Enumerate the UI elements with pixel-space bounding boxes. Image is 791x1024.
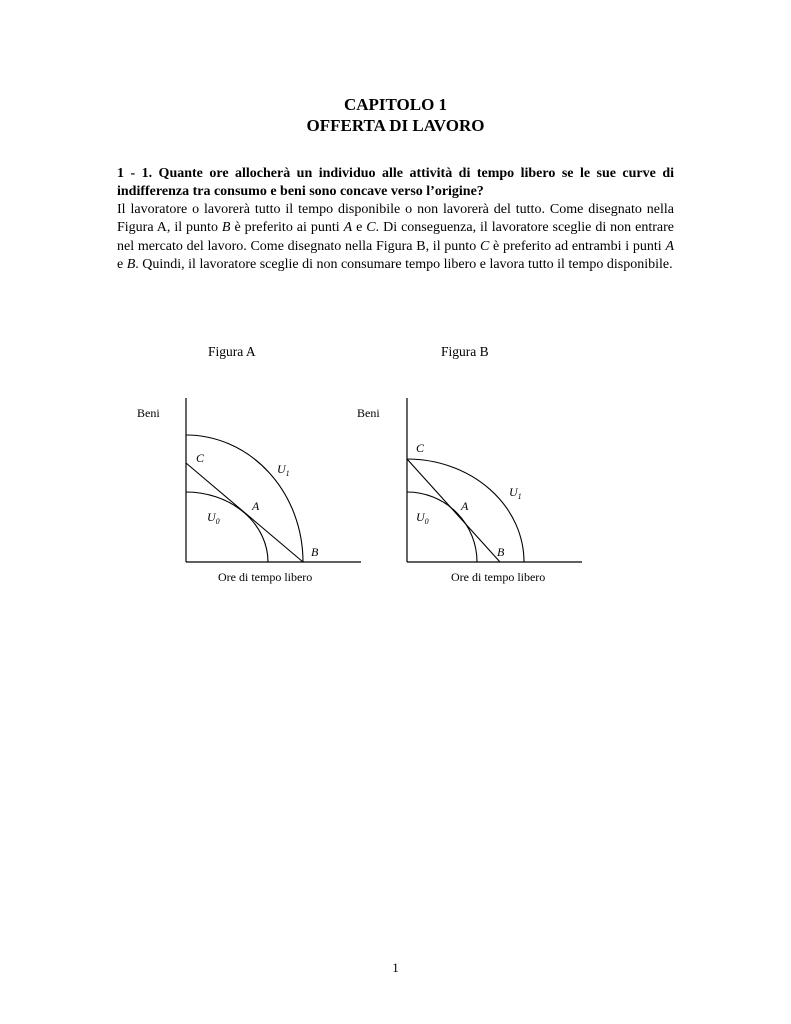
figure-a-label-b: B <box>311 545 319 559</box>
figure-b-label-u0: $U_0$ <box>416 510 429 526</box>
figure-a-ylabel: Beni <box>137 406 160 420</box>
figure-b-diagram <box>345 385 595 590</box>
figure-b-label-c: C <box>416 441 425 455</box>
figure-b-label-u1: $U_1$ <box>509 485 522 501</box>
figure-b-ylabel: Beni <box>357 406 380 420</box>
figure-a-label-u0: $U_0$ <box>207 510 220 526</box>
figure-a-label-u1: $U_1$ <box>277 462 290 478</box>
figure-b-title: Figura B <box>441 344 489 359</box>
chapter-subtitle: OFFERTA DI LAVORO <box>306 116 485 135</box>
chapter-title: CAPITOLO 1 <box>343 95 448 114</box>
figure-b-xlabel: Ore di tempo libero <box>451 570 546 584</box>
answer-paragraph: Il lavoratore o lavorerà tutto il tempo disponibile o non lavorerà del tutto. Come disegnato nella Figura A, il punto B è preferito ai punti A e C. Di conseguenza, il lavoratore sceglie di non entrare nel mercato del lavoro. Come disegnato nella Figura B, il punto C è preferito ad entrambi i punti A e B. Quindi, il lavoratore sceglie di non consumare tempo libero e lavora tutto il tempo disponibile. <box>117 202 675 273</box>
page-number: 1 <box>392 960 399 975</box>
figure-a-diagram <box>125 385 375 590</box>
figure-b-label-a: A <box>461 499 469 513</box>
figure-a-label-a: A <box>252 499 260 513</box>
figure-a-label-c: C <box>196 451 205 465</box>
figure-a-xlabel: Ore di tempo libero <box>218 570 313 584</box>
figure-b-label-b: B <box>497 545 505 559</box>
question-text: 1 - 1. Quante ore allocherà un individuo alle attività di tempo libero se le sue curve di indifferenza tra consumo e beni sono concave verso l’origine? <box>117 166 674 199</box>
figure-a-title: Figura A <box>208 344 256 359</box>
